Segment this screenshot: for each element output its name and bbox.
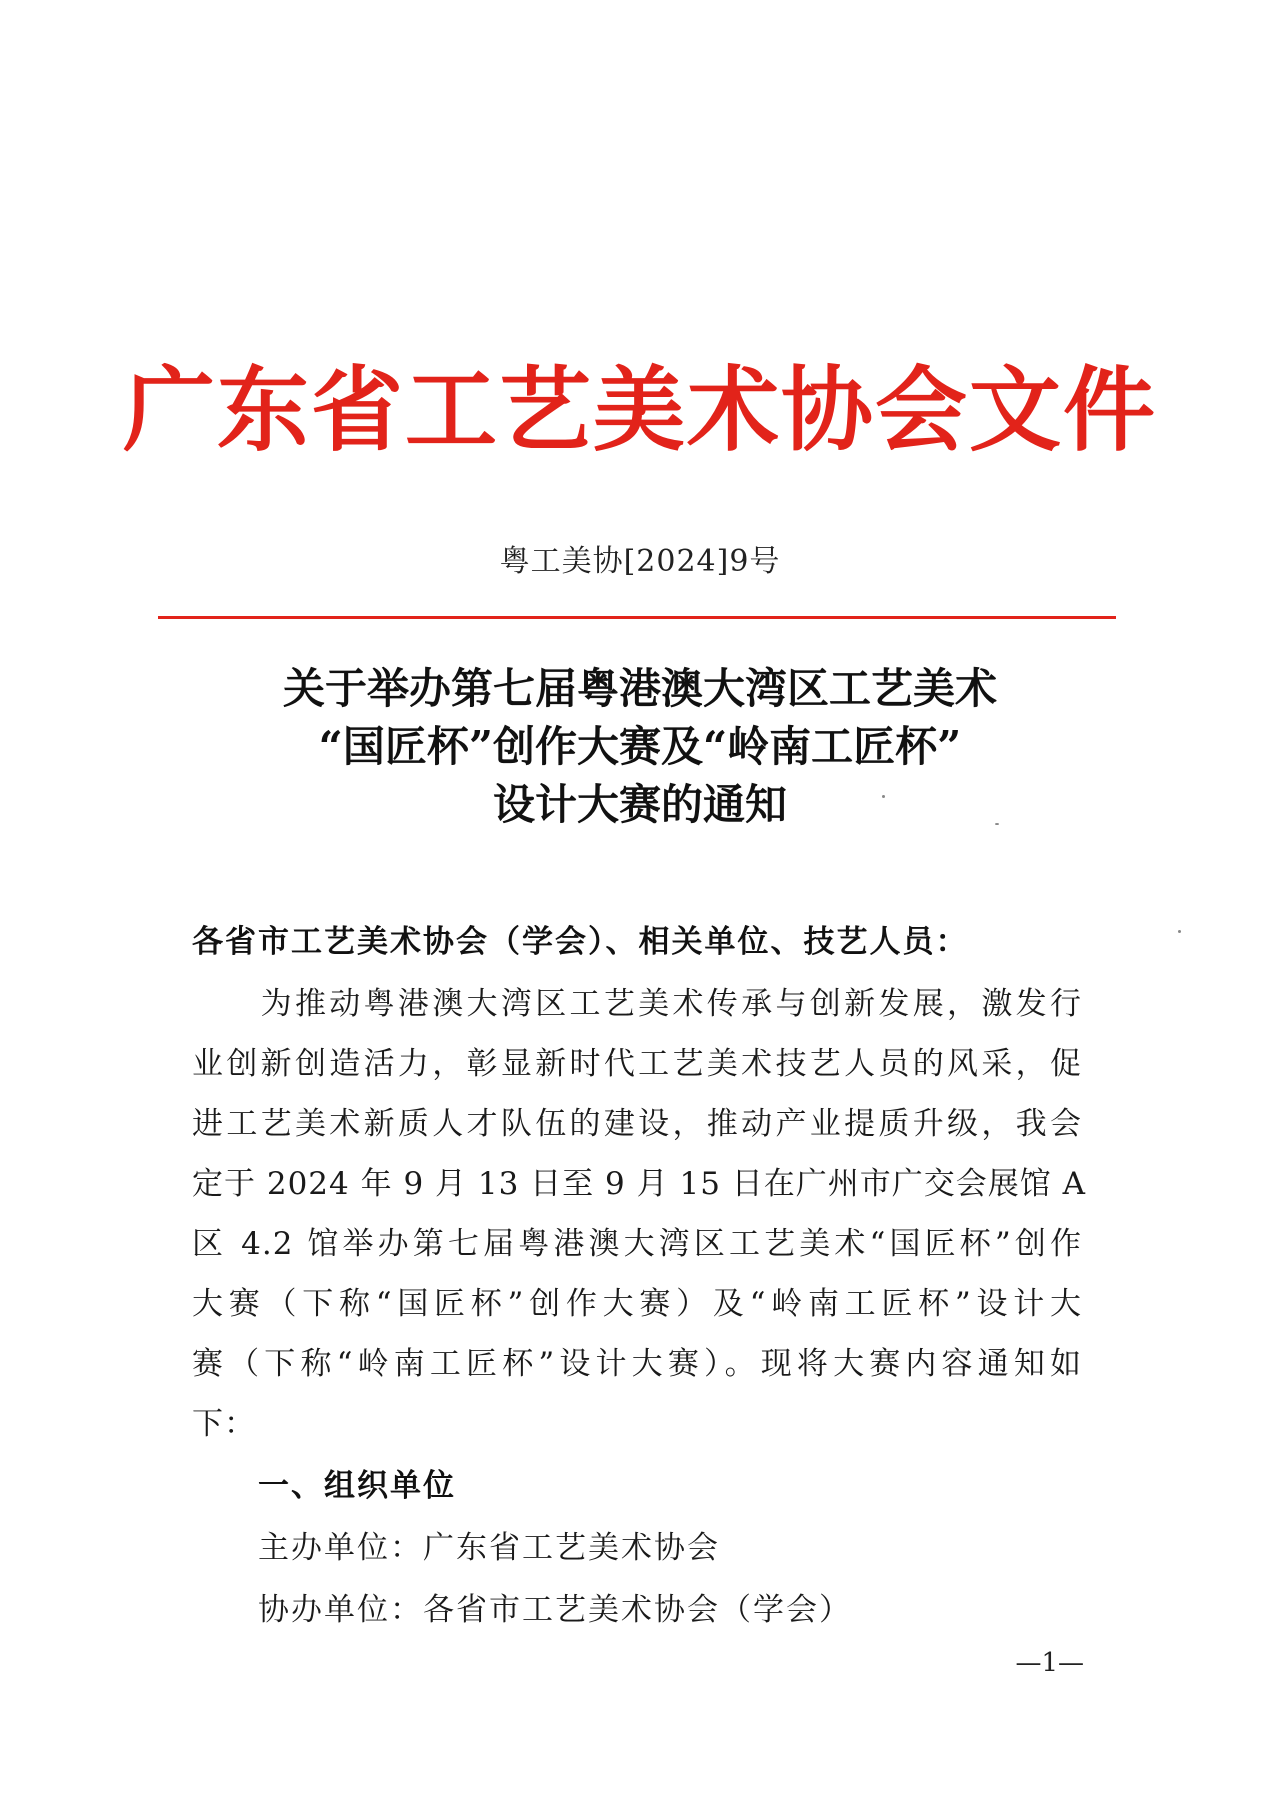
scan-speck: [1178, 930, 1181, 933]
title-line-3: 设计大赛的通知: [492, 780, 787, 829]
paragraph-line-7: 赛（下称“岭南工匠杯”设计大赛）。现将大赛内容通知如: [192, 1346, 1082, 1382]
co-host-organizer: 协办单位：各省市工艺美术协会（学会）: [258, 1592, 852, 1628]
notice-title: [0, 660, 1280, 834]
title-line-2: “国匠杯”创作大赛及“岭南工匠杯”: [318, 722, 962, 771]
scan-speck: [882, 795, 885, 798]
scan-speck: [995, 823, 999, 825]
paragraph-line-2: 业创新创造活力，彰显新时代工艺美术技艺人员的风采，促: [192, 1046, 1082, 1082]
paragraph-line-3: 进工艺美术新质人才队伍的建设，推动产业提质升级，我会: [192, 1106, 1082, 1142]
host-organizer: 主办单位：广东省工艺美术协会: [258, 1530, 720, 1566]
paragraph-line-1: 为推动粤港澳大湾区工艺美术传承与创新发展，激发行: [192, 986, 1082, 1022]
paragraph-line-4: 定于 2024 年 9 月 13 日至 9 月 15 日在广州市广交会展馆 A: [192, 1166, 1087, 1202]
paragraph-line-8: 下：: [192, 1406, 256, 1442]
section-heading-organizers: 一、组织单位: [258, 1468, 456, 1504]
paragraph-line-5: 区 4.2 馆举办第七届粤港澳大湾区工艺美术“国匠杯”创作: [192, 1226, 1082, 1262]
org-header-title: 广东省工艺美术协会文件: [122, 356, 1157, 464]
paragraph-line-6: 大赛（下称“国匠杯”创作大赛）及“岭南工匠杯”设计大: [192, 1286, 1082, 1322]
salutation: 各省市工艺美术协会（学会）、相关单位、技艺人员：: [192, 924, 969, 960]
page-number: —1—: [1015, 1648, 1084, 1678]
body-paragraph: [192, 974, 1087, 1454]
document-number: 粤工美协[2024]9号: [499, 544, 781, 579]
title-line-1: 关于举办第七届粤港澳大湾区工艺美术: [282, 664, 997, 713]
red-divider-line: [158, 616, 1116, 619]
